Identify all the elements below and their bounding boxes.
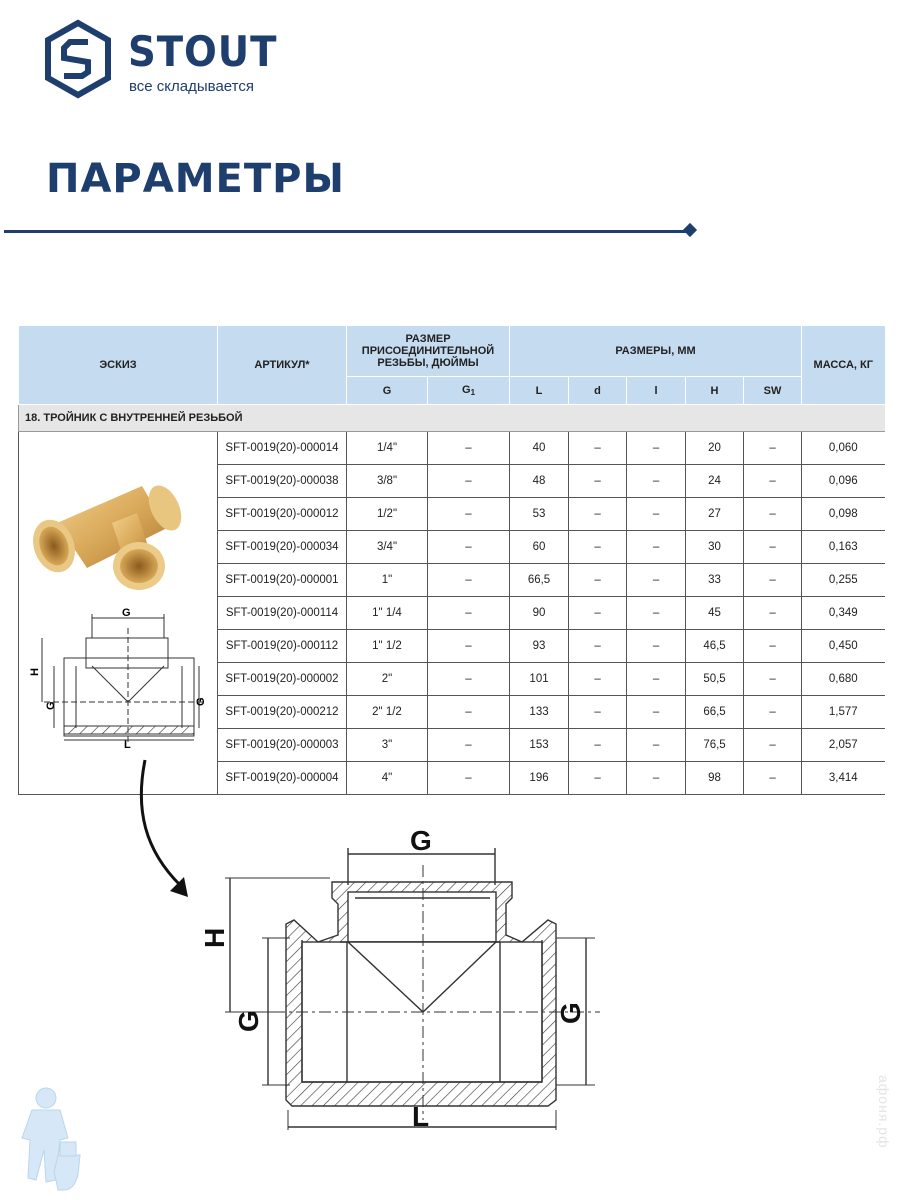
cell-l: 196: [510, 762, 569, 795]
header-sw: SW: [744, 377, 802, 405]
cell-l: –: [627, 729, 686, 762]
cell-l: 133: [510, 696, 569, 729]
tee-technical-drawing: [190, 820, 620, 1140]
cell-g1: –: [428, 531, 510, 564]
page-title: ПАРАМЕТРЫ: [46, 156, 345, 202]
cell-g1: –: [428, 597, 510, 630]
cell-l: 66,5: [510, 564, 569, 597]
cell-g1: –: [428, 729, 510, 762]
cell-l: –: [627, 630, 686, 663]
mini-label-g-left: G: [45, 701, 57, 710]
mini-label-l: L: [124, 739, 131, 751]
cell-sw: –: [744, 696, 802, 729]
header-g: G: [347, 377, 428, 405]
cell-h: 46,5: [686, 630, 744, 663]
cell-g1: –: [428, 696, 510, 729]
cell-mass: 0,255: [802, 564, 885, 597]
cell-d: –: [569, 531, 627, 564]
cell-h: 98: [686, 762, 744, 795]
cell-l: –: [627, 432, 686, 465]
cell-l: 153: [510, 729, 569, 762]
cell-sw: –: [744, 432, 802, 465]
cell-g1: –: [428, 762, 510, 795]
cell-g1: –: [428, 465, 510, 498]
brass-tee-photo: [27, 468, 197, 603]
brand-tagline: все складывается: [129, 78, 254, 95]
label-l: L: [412, 1101, 430, 1132]
cell-sw: –: [744, 597, 802, 630]
title-divider: [4, 230, 686, 233]
header-h: H: [686, 377, 744, 405]
header-mass: МАССА, КГ: [802, 326, 885, 405]
cell-article: SFT-0019(20)-000001: [218, 564, 347, 597]
section-title: 18. ТРОЙНИК С ВНУТРЕННЕЙ РЕЗЬБОЙ: [19, 405, 885, 432]
mini-label-g-top: G: [122, 607, 131, 619]
cell-d: –: [569, 498, 627, 531]
cell-l: –: [627, 663, 686, 696]
cell-g: 1/4": [347, 432, 428, 465]
cell-g: 2" 1/2: [347, 696, 428, 729]
tee-mini-drawing: [24, 607, 207, 751]
header-article: АРТИКУЛ*: [218, 326, 347, 405]
header-l-small: l: [627, 377, 686, 405]
label-g-right: G: [555, 1002, 586, 1024]
cell-mass: 2,057: [802, 729, 885, 762]
cell-h: 50,5: [686, 663, 744, 696]
cell-l: 53: [510, 498, 569, 531]
cell-h: 20: [686, 432, 744, 465]
cell-g: 1" 1/2: [347, 630, 428, 663]
cell-sw: –: [744, 663, 802, 696]
cell-d: –: [569, 564, 627, 597]
cell-mass: 0,163: [802, 531, 885, 564]
cell-l: 90: [510, 597, 569, 630]
mini-label-h: H: [29, 668, 41, 676]
cell-sw: –: [744, 498, 802, 531]
cell-d: –: [569, 630, 627, 663]
header-thread-size: РАЗМЕР ПРИСОЕДИНИТЕЛЬНОЙ РЕЗЬБЫ, ДЮЙМЫ: [347, 326, 510, 377]
cell-article: SFT-0019(20)-000034: [218, 531, 347, 564]
cell-article: SFT-0019(20)-000212: [218, 696, 347, 729]
cell-mass: 3,414: [802, 762, 885, 795]
divider-diamond-icon: [683, 223, 697, 237]
sketch-cell-content: [19, 428, 217, 793]
header-dimensions: РАЗМЕРЫ, ММ: [510, 326, 802, 377]
cell-mass: 0,060: [802, 432, 885, 465]
cell-l: –: [627, 498, 686, 531]
plumber-mascot-icon: [8, 1080, 88, 1195]
header-g1-main: G: [462, 384, 471, 396]
cell-article: SFT-0019(20)-000002: [218, 663, 347, 696]
cell-h: 30: [686, 531, 744, 564]
cell-l: 40: [510, 432, 569, 465]
cell-g: 3/8": [347, 465, 428, 498]
cell-h: 33: [686, 564, 744, 597]
label-g-top: G: [410, 825, 432, 856]
cell-l: –: [627, 696, 686, 729]
header-sketch: ЭСКИЗ: [19, 326, 218, 405]
cell-mass: 0,349: [802, 597, 885, 630]
cell-d: –: [569, 696, 627, 729]
cell-sw: –: [744, 564, 802, 597]
cell-l: –: [627, 762, 686, 795]
cell-l: 48: [510, 465, 569, 498]
cell-sw: –: [744, 465, 802, 498]
stout-hex-icon: [44, 20, 112, 98]
cell-article: SFT-0019(20)-000012: [218, 498, 347, 531]
cell-g1: –: [428, 498, 510, 531]
cell-article: SFT-0019(20)-000004: [218, 762, 347, 795]
cell-h: 76,5: [686, 729, 744, 762]
cell-article: SFT-0019(20)-000112: [218, 630, 347, 663]
cell-article: SFT-0019(20)-000014: [218, 432, 347, 465]
brand-logo: [44, 20, 284, 100]
cell-g: 2": [347, 663, 428, 696]
cell-article: SFT-0019(20)-000114: [218, 597, 347, 630]
cell-l: 60: [510, 531, 569, 564]
cell-l: 101: [510, 663, 569, 696]
cell-g: 3": [347, 729, 428, 762]
cell-d: –: [569, 465, 627, 498]
mini-label-g-right: G: [195, 697, 207, 706]
cell-sw: –: [744, 630, 802, 663]
cell-h: 45: [686, 597, 744, 630]
label-g-left: G: [233, 1010, 264, 1032]
label-h: H: [199, 927, 230, 948]
cell-d: –: [569, 762, 627, 795]
cell-sw: –: [744, 729, 802, 762]
cell-d: –: [569, 729, 627, 762]
cell-l: –: [627, 597, 686, 630]
cell-g1: –: [428, 630, 510, 663]
brand-name: STOUT: [128, 27, 278, 76]
cell-sw: –: [744, 531, 802, 564]
cell-d: –: [569, 432, 627, 465]
cell-g: 1" 1/4: [347, 597, 428, 630]
cell-l: –: [627, 465, 686, 498]
header-g1-sub: 1: [470, 388, 476, 397]
header-g1: [428, 377, 510, 405]
cell-d: –: [569, 663, 627, 696]
header-d: d: [569, 377, 627, 405]
cell-article: SFT-0019(20)-000003: [218, 729, 347, 762]
cell-article: SFT-0019(20)-000038: [218, 465, 347, 498]
cell-g: 1": [347, 564, 428, 597]
cell-mass: 0,450: [802, 630, 885, 663]
cell-h: 66,5: [686, 696, 744, 729]
header-l: L: [510, 377, 569, 405]
cell-mass: 0,680: [802, 663, 885, 696]
cell-g1: –: [428, 564, 510, 597]
cell-sw: –: [744, 762, 802, 795]
site-watermark: афоня.рф: [876, 1075, 892, 1149]
cell-l: 93: [510, 630, 569, 663]
cell-g1: –: [428, 663, 510, 696]
cell-mass: 0,098: [802, 498, 885, 531]
cell-d: –: [569, 597, 627, 630]
cell-l: –: [627, 564, 686, 597]
cell-h: 27: [686, 498, 744, 531]
cell-g: 4": [347, 762, 428, 795]
cell-l: –: [627, 531, 686, 564]
cell-g: 3/4": [347, 531, 428, 564]
cell-g: 1/2": [347, 498, 428, 531]
cell-g1: –: [428, 432, 510, 465]
cell-h: 24: [686, 465, 744, 498]
cell-mass: 1,577: [802, 696, 885, 729]
cell-mass: 0,096: [802, 465, 885, 498]
